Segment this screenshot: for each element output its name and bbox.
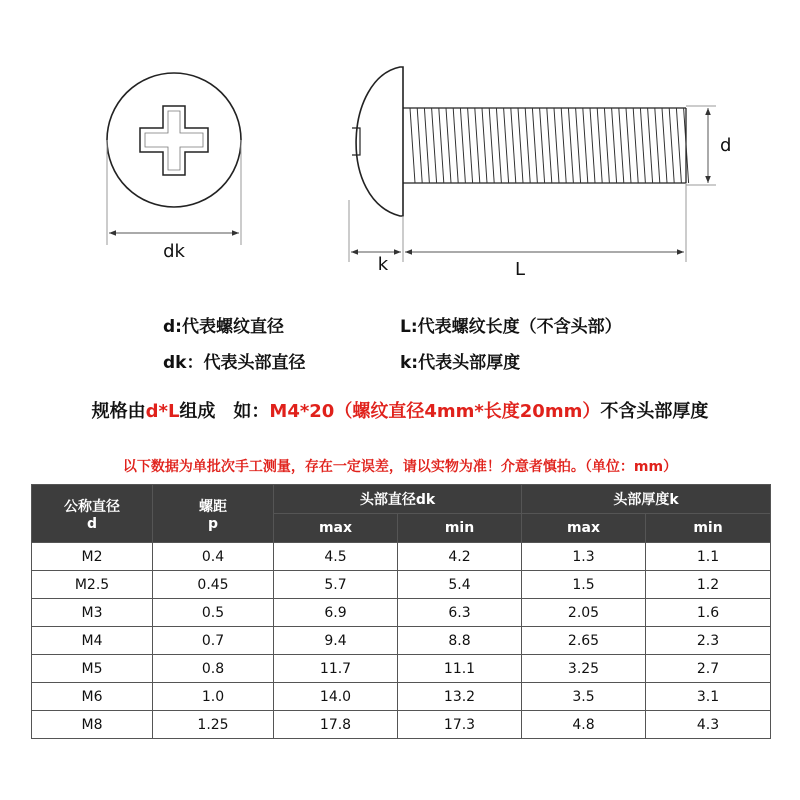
table-cell: 11.7 [274,655,398,683]
thread-line [532,108,537,183]
table-cell: 1.5 [522,571,646,599]
table-cell: M4 [32,627,153,655]
table-cell: 13.2 [398,683,522,711]
dk-label: dk [163,241,185,262]
thread-line [648,108,653,183]
header-k-min: min [646,514,771,543]
thread-line [662,108,667,183]
thread-line [475,108,480,183]
header-nominal-diameter: 公称直径 d [32,485,153,543]
L-label: L [514,259,526,280]
thread-line [597,108,602,183]
thread-line [525,108,530,183]
table-cell: 4.5 [274,543,398,571]
table-cell: 1.2 [646,571,771,599]
thread-line [540,108,545,183]
table-cell: M8 [32,711,153,739]
table-cell: 17.3 [398,711,522,739]
legend-k: k:代表头部厚度 [400,353,521,373]
thread-line [489,108,494,183]
spec-formula: d*L [145,401,180,422]
k-label: k [377,254,389,275]
thread-line [417,108,422,183]
thread-line [511,108,516,183]
table-cell: 0.5 [153,599,274,627]
table-cell: 2.05 [522,599,646,627]
table-cell: 1.3 [522,543,646,571]
table-cell: M6 [32,683,153,711]
table-cell: 17.8 [274,711,398,739]
thread-line [590,108,595,183]
table-cell: 1.1 [646,543,771,571]
phillips-cross-icon [140,106,208,175]
thread-line [676,108,681,183]
table-cell: 8.8 [398,627,522,655]
header-pitch: 螺距 p [153,485,274,543]
table-cell: 14.0 [274,683,398,711]
table-row [32,543,771,571]
thread-line [410,108,415,183]
legend-L: L:代表螺纹长度（不含头部） [400,317,622,337]
spec-line [0,397,800,423]
table-cell: 1.6 [646,599,771,627]
table-row [32,655,771,683]
legend-d: d:代表螺纹直径 [163,317,284,337]
header-dk-min: min [398,514,522,543]
screw-head [356,67,403,216]
thread-line [655,108,660,183]
header-head-thickness: 头部厚度k [522,485,771,514]
thread-line [561,108,566,183]
thread-lines [410,108,689,183]
thread-line [619,108,624,183]
spec-example: M4*20（螺纹直径4mm*长度20mm） [269,401,601,422]
table-cell: 11.1 [398,655,522,683]
table-cell: M3 [32,599,153,627]
table-row [32,599,771,627]
thread-line [669,108,674,183]
table-row [32,627,771,655]
screw-side-view [349,67,731,280]
measurement-notice: 以下数据为单批次手工测量，存在一定误差，请以实物为准！介意者慎拍。（单位：mm） [122,459,678,475]
d-label: d [720,135,732,156]
thread-line [568,108,573,183]
table-cell: 4.2 [398,543,522,571]
thread-line [604,108,609,183]
header-k-max: max [522,514,646,543]
thread-line [633,108,638,183]
table-cell: M5 [32,655,153,683]
table-cell: 0.45 [153,571,274,599]
table-row [32,683,771,711]
table-row [32,711,771,739]
thread-line [547,108,552,183]
table-cell: 2.3 [646,627,771,655]
table-cell: 1.25 [153,711,274,739]
table-cell: 2.65 [522,627,646,655]
table-cell: M2.5 [32,571,153,599]
table-cell: 6.3 [398,599,522,627]
head-top-view [107,73,241,262]
thread-line [460,108,465,183]
table-cell: 5.7 [274,571,398,599]
spec-prefix: 规格由 [91,401,146,422]
thread-line [439,108,444,183]
thread-line [554,108,559,183]
spec-middle: 组成 如： [179,401,270,422]
thread-line [453,108,458,183]
header-head-diameter: 头部直径dk [274,485,522,514]
table-cell: 6.9 [274,599,398,627]
header-dk-max: max [274,514,398,543]
thread-line [504,108,509,183]
thread-line [432,108,437,183]
table-cell: 4.3 [646,711,771,739]
thread-line [446,108,451,183]
thread-line [583,108,588,183]
thread-line [496,108,501,183]
spec-suffix: 不含头部厚度 [600,401,709,422]
thread-line [640,108,645,183]
table-row [32,571,771,599]
thread-line [626,108,631,183]
table-cell: 3.1 [646,683,771,711]
table-cell: 0.7 [153,627,274,655]
legend-dk: dk：代表头部直径 [163,353,306,373]
table-cell: 1.0 [153,683,274,711]
table-cell: M2 [32,543,153,571]
table-cell: 3.5 [522,683,646,711]
table-cell: 0.8 [153,655,274,683]
screw-diagram [0,0,800,300]
thread-line [468,108,473,183]
thread-line [612,108,617,183]
table-cell: 9.4 [274,627,398,655]
thread-line [482,108,487,183]
table-cell: 2.7 [646,655,771,683]
table-cell: 0.4 [153,543,274,571]
table-cell: 5.4 [398,571,522,599]
spec-table [31,484,771,739]
thread-line [518,108,523,183]
thread-line [424,108,429,183]
thread-line [576,108,581,183]
table-cell: 4.8 [522,711,646,739]
table-cell: 3.25 [522,655,646,683]
